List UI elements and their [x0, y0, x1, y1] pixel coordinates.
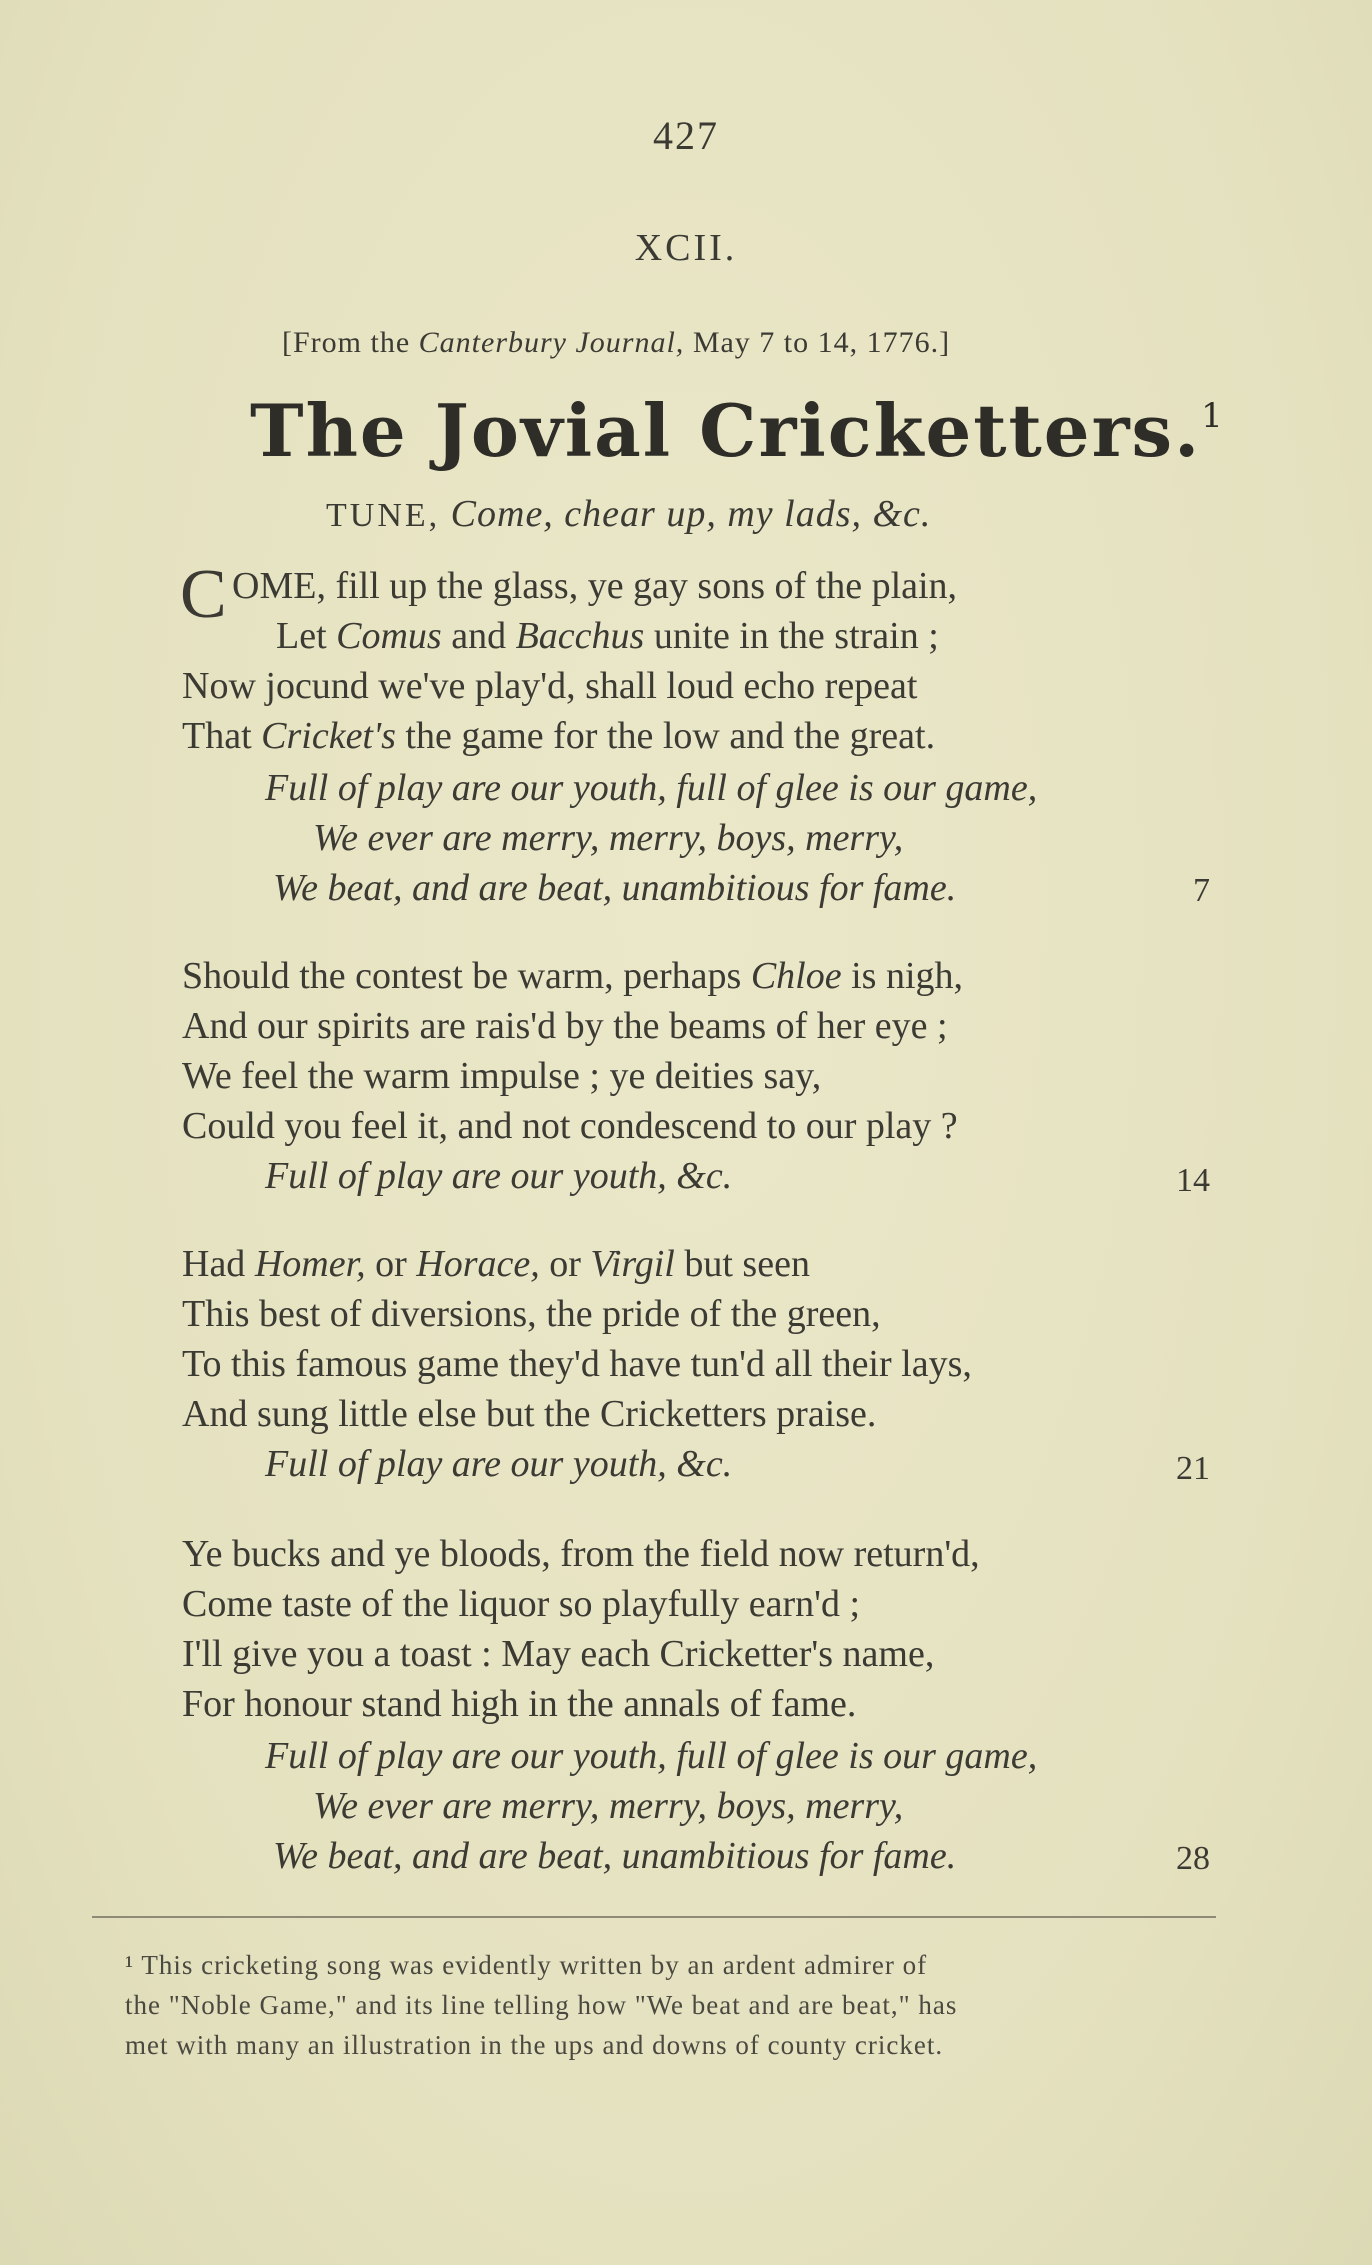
footnote-marker: 1: [1201, 396, 1225, 436]
chorus-line: We beat, and are beat, unambitious for fame.: [273, 867, 957, 909]
verse-line: And our spirits are rais'd by the beams of her eye ;: [182, 1005, 948, 1047]
drop-cap: C: [180, 556, 227, 633]
verse-line: Let Comus and Bacchus unite in the strain ;: [276, 615, 939, 657]
verse-line: Should the contest be warm, perhaps Chloe is nigh,: [182, 955, 963, 997]
verse-line: That Cricket's the game for the low and the great.: [182, 715, 936, 757]
chorus-line: Full of play are our youth, &c.: [265, 1155, 733, 1197]
verse-line: Could you feel it, and not condescend to our play ?: [182, 1105, 958, 1147]
footnote-text: met with many an illustration in the ups and downs of county cricket.: [125, 2030, 944, 2060]
song-title: The Jovial Cricketters.$^1$: [250, 388, 1225, 473]
verse-line: We feel the warm impulse ; ye deities say,: [182, 1055, 822, 1097]
source-citation: [From the Canterbury Journal, May 7 to 14, 1776.]: [282, 326, 951, 359]
verse-line: This best of diversions, the pride of the green,: [182, 1293, 881, 1335]
verse-line: Ye bucks and ye bloods, from the field now return'd,: [182, 1533, 980, 1575]
chorus-line: We ever are merry, merry, boys, merry,: [313, 817, 904, 859]
line-number: 28: [1176, 1840, 1210, 1877]
chorus-line: Full of play are our youth, full of glee is our game,: [265, 1735, 1038, 1777]
verse-line: For honour stand high in the annals of fame.: [182, 1683, 857, 1725]
verse-line: To this famous game they'd have tun'd all their lays,: [182, 1343, 972, 1385]
page-number: 427: [653, 113, 719, 158]
verse-line: Come taste of the liquor so playfully earn'd ;: [182, 1583, 861, 1625]
chorus-line: We beat, and are beat, unambitious for fame.: [273, 1835, 957, 1877]
section-numeral: XCII.: [634, 227, 738, 269]
verse-line: OME, fill up the glass, ye gay sons of the plain,: [232, 565, 958, 607]
footnote-divider: [92, 1916, 1216, 1918]
line-number: 21: [1176, 1450, 1210, 1487]
footnote-text: ¹ This cricketing song was evidently written by an ardent admirer of: [125, 1950, 928, 1980]
tune-line: TUNE, Come, chear up, my lads, &c.: [326, 493, 932, 535]
chorus-line: Full of play are our youth, &c.: [265, 1443, 733, 1485]
verse-line: Had Homer, or Horace, or Virgil but seen: [182, 1243, 810, 1285]
line-number: 14: [1176, 1162, 1210, 1199]
line-number: 7: [1193, 872, 1210, 909]
journal-name: Canterbury Journal,: [418, 326, 685, 359]
footnote-text: the "Noble Game," and its line telling how "We beat and are beat," has: [125, 1990, 958, 2020]
chorus-line: Full of play are our youth, full of glee is our game,: [265, 767, 1038, 809]
verse-line: Now jocund we've play'd, shall loud echo repeat: [182, 665, 918, 707]
verse-line: And sung little else but the Cricketters praise.: [182, 1393, 877, 1435]
verse-line: I'll give you a toast : May each Cricketter's name,: [182, 1633, 935, 1675]
chorus-line: We ever are merry, merry, boys, merry,: [313, 1785, 904, 1827]
